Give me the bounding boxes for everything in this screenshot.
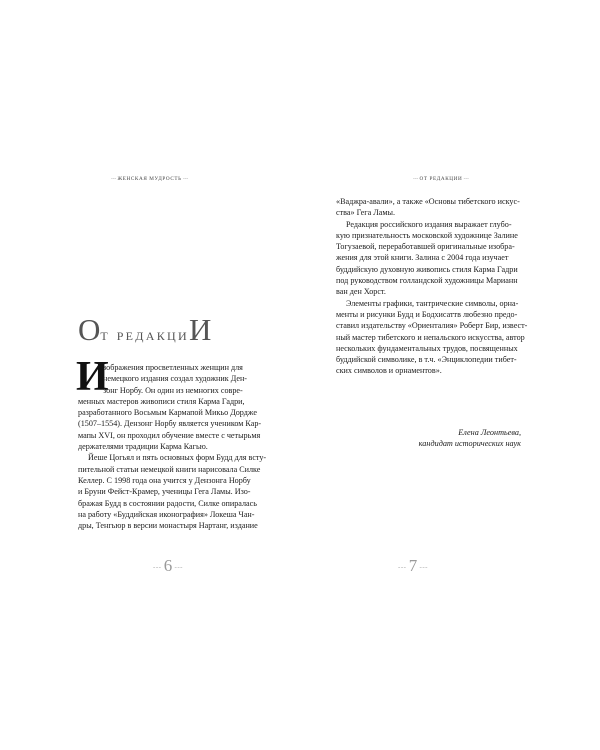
- text-line: жения для этой книги. Залина с 2004 года изучает: [336, 253, 509, 263]
- running-head-text: ЖЕНСКАЯ МУДРОСТЬ: [117, 176, 182, 182]
- signature: [419, 427, 521, 450]
- running-head-left: [111, 176, 188, 182]
- title-final: И: [189, 312, 212, 347]
- text-line: ставил издательству «Ориенталия» Роберт Бир, извест-: [336, 321, 528, 331]
- running-head-dash: ---: [413, 176, 420, 182]
- left-body-text: [78, 362, 267, 531]
- text-line: менты и рисунки Будд и Бодхисаттв любезно предо-: [336, 309, 518, 319]
- page-number-left: [153, 556, 183, 576]
- page-number: 7: [408, 556, 418, 575]
- page-number: 6: [163, 556, 173, 575]
- text-line: ства» Гега Ламы.: [336, 208, 395, 218]
- text-line: буддийской символике, в т.ч. «Энциклопедии тибет-: [336, 355, 517, 365]
- text-line: держателями традиции Карма Кагью.: [78, 442, 208, 452]
- text-line: ный мастер тибетского и непальского искусства, автор: [336, 332, 525, 342]
- drop-cap: И: [76, 354, 109, 400]
- text-line: мапы XVI, он проходил обучение вместе с четырьмя: [78, 430, 261, 440]
- text-line: на работу «Буддийская иконография» Локеша Чан-: [78, 509, 255, 519]
- text-line: разработанного Восьмым Кармапой Микьо Дордже: [78, 408, 258, 418]
- text-line: зображения просветленных женщин для: [103, 363, 243, 372]
- text-line: немецкого издания создал художник Ден-: [103, 374, 248, 384]
- page-number-right: [398, 556, 428, 576]
- signature-role: кандидат исторических наук: [418, 439, 521, 449]
- section-title: [78, 312, 211, 348]
- running-head-dash: ---: [111, 176, 118, 182]
- text-line: менных мастеров живописи стиля Карма Гадри,: [78, 396, 245, 406]
- text-line: нескольких фундаментальных трудов, посвященных: [336, 343, 518, 353]
- running-head-right: [413, 176, 469, 182]
- text-line: зонг Норбу. Он один из немногих совре-: [103, 385, 243, 395]
- text-line: под руководством голландской художницы Марианн: [336, 276, 518, 286]
- text-line: Тогузаевой, переработавшей оригинальные изобра-: [336, 242, 515, 252]
- signature-name: Елена Леонтьева,: [458, 428, 521, 437]
- running-head-text: ОТ РЕДАКЦИИ: [419, 176, 463, 182]
- text-line: буддийскую духовную живопись стиля Карма Гадри: [336, 264, 518, 274]
- text-line: Редакция российского издания выражает глубо-: [346, 219, 512, 229]
- text-line: (1507–1554). Дензонг Норбу является учеником Кар-: [78, 419, 262, 429]
- folio-dash: ---: [172, 563, 183, 572]
- text-line: ских символов и орнаментов».: [336, 366, 442, 376]
- right-page: [300, 0, 600, 750]
- text-line: и Бруни Фейст-Крамер, ученицы Гега Ламы. Изо-: [78, 487, 251, 497]
- title-body: т редакци: [100, 324, 189, 344]
- text-line: ван ден Хорст.: [336, 287, 386, 297]
- text-line: дры, Тенгьюр в версии монастыря Нартанг, издание: [78, 521, 258, 531]
- title-initial: О: [78, 312, 101, 347]
- folio-dash: ---: [417, 563, 428, 572]
- folio-dash: ---: [153, 563, 164, 572]
- text-line: пительной статьи немецкой книги нарисовала Силке: [78, 464, 261, 474]
- text-line: кую признательность московской художнице Залине: [336, 230, 518, 240]
- right-body-text: [336, 196, 528, 377]
- text-line: Йеше Цогьял и пять основных форм Будд для всту-: [88, 453, 267, 463]
- running-head-dash: ---: [462, 176, 469, 182]
- running-head-dash: ---: [181, 176, 189, 182]
- folio-dash: ---: [398, 563, 409, 572]
- text-line: «Ваджра-авали», а также «Основы тибетского искус-: [336, 197, 520, 206]
- text-line: Элементы графики, тантрические символы, орна-: [346, 298, 519, 308]
- text-line: бражая Будд в состоянии радости, Силке опиралась: [78, 498, 257, 508]
- text-line: Келлер. С 1998 года она учится у Дензонга Норбу: [78, 475, 251, 485]
